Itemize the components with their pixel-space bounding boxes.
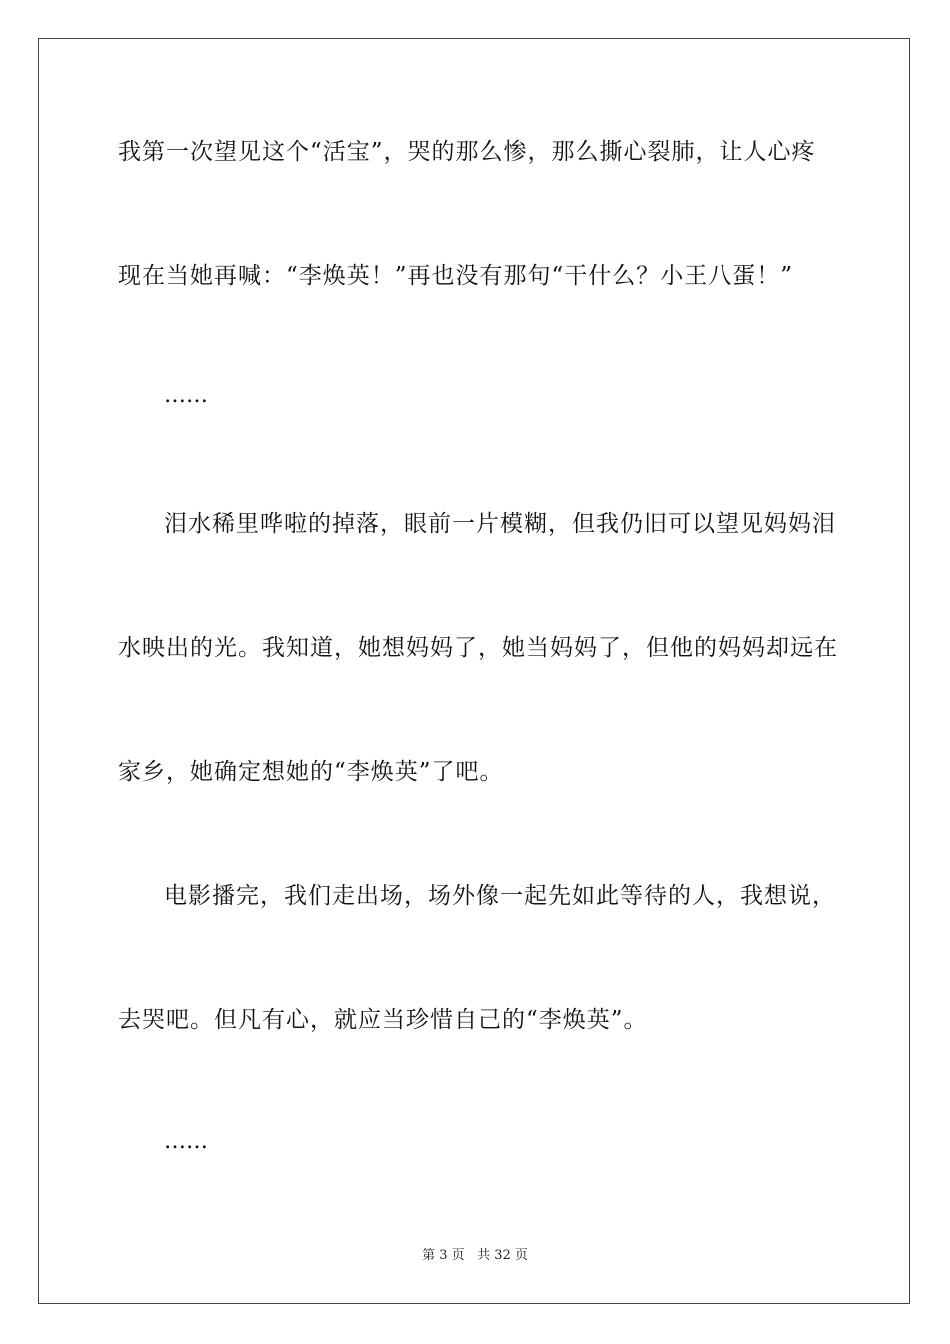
page-total: 共 32 页 [477, 1248, 528, 1263]
paragraph-line: 现在当她再喊：“李焕英！”再也没有那句“干什么？小王八蛋！” [118, 263, 794, 289]
paragraph-line: 去哭吧。但凡有心，就应当珍惜自己的“李焕英”。 [118, 1007, 648, 1033]
paragraph-line: 家乡，她确定想她的“李焕英”了吧。 [118, 759, 504, 785]
paragraph-line: 水映出的光。我知道，她想妈妈了，她当妈妈了，但他的妈妈却远在 [118, 635, 838, 661]
paragraph-line: 我第一次望见这个“活宝”，哭的那么惨，那么撕心裂肺，让人心疼 [118, 139, 816, 165]
ellipsis: …… [164, 1129, 208, 1154]
ellipsis: …… [164, 383, 208, 408]
paragraph-line: 泪水稀里哗啦的掉落，眼前一片模糊，但我仍旧可以望见妈妈泪 [164, 511, 836, 537]
paragraph-line: 电影播完，我们走出场，场外像一起先如此等待的人，我想说， [164, 883, 836, 909]
page-footer [0, 1247, 950, 1265]
page-frame [38, 38, 910, 1304]
page-number: 第 3 页 [422, 1248, 465, 1263]
